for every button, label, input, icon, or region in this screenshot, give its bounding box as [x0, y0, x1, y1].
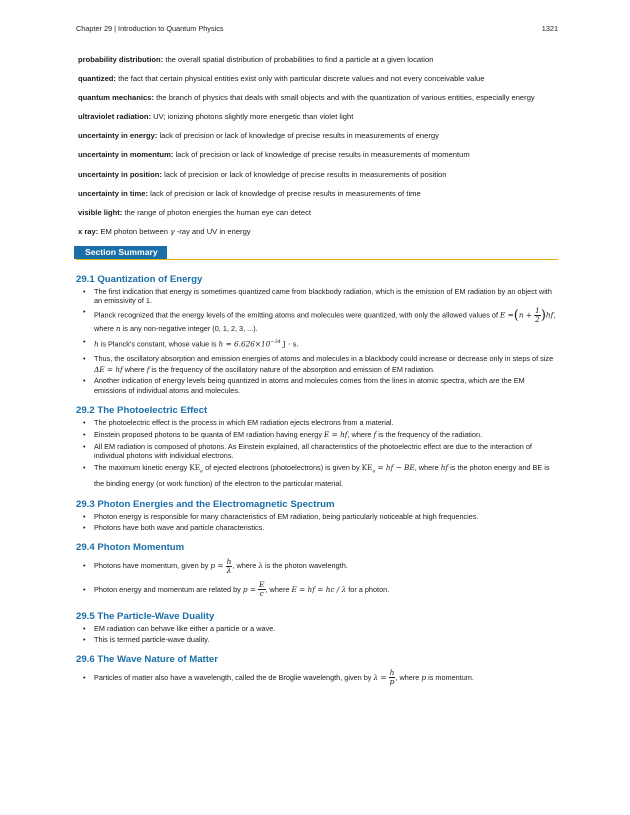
- fraction: [534, 307, 541, 324]
- text: , where: [347, 429, 372, 439]
- variable: n: [115, 324, 121, 334]
- glossary-entry: [76, 93, 558, 103]
- list-item: [94, 429, 558, 441]
- fraction-denominator: 2: [535, 315, 540, 325]
- fraction-denominator: c: [259, 589, 264, 599]
- list-item: • Photon energy is responsible for many characteristics of EM radiation, being particularly noticeable at high frequencies.: [94, 512, 558, 521]
- glossary-entry: [76, 170, 558, 180]
- list-item: [94, 335, 558, 351]
- glossary-entry: [76, 227, 558, 237]
- bullet-list: [76, 512, 558, 532]
- fraction-numerator: h: [389, 668, 395, 678]
- text: , where: [414, 462, 439, 472]
- list-item: [94, 555, 558, 577]
- equation: E =: [500, 310, 514, 320]
- unit: J · s.: [282, 339, 299, 349]
- fraction-numerator: E: [259, 580, 265, 590]
- subscript: e: [372, 468, 376, 475]
- list-item: • Another indication of energy levels being quantized in atoms and molecules comes from the lines in atomic spectra, which are the EM emissions of individual atoms and molecules.: [94, 376, 558, 395]
- equation: p =: [242, 584, 256, 594]
- section-title: 29.3 Photon Energies and the Electromagnetic Spectrum: [76, 499, 335, 511]
- text: is any non-negative integer (0, 1, 2, 3, ...).: [122, 324, 258, 334]
- glossary-term: probability distribution:: [78, 55, 164, 64]
- glossary-term: uncertainty in energy:: [78, 131, 158, 141]
- text: is the frequency of the oscillatory nature of the absorption and emission of EM radiation.: [151, 364, 435, 374]
- glossary: [76, 55, 558, 237]
- equation: E = hf: [324, 429, 348, 439]
- variable: f: [373, 429, 377, 439]
- equation: KE: [361, 462, 373, 472]
- list-item: • All EM radiation is composed of photons. As Einstein explained, all characteristics of the photoelectric effect are due to the interaction of individual photons with individual electrons.: [94, 442, 558, 461]
- variable: f: [146, 364, 150, 374]
- paren-open: (: [513, 307, 519, 323]
- list-item: [94, 353, 558, 375]
- text: is the photon energy and BE is the binding energy (or work function) of the electron to the particular material.: [94, 462, 550, 488]
- glossary-definition: the overall spatial distribution of probabilities to find a particle at a given location: [165, 55, 434, 64]
- section-summary-label: Section Summary: [74, 246, 167, 259]
- variable: p: [421, 672, 427, 682]
- glossary-entry: [76, 150, 558, 160]
- fraction: [258, 581, 265, 598]
- text: is the photon wavelength.: [265, 561, 348, 571]
- equation: p =: [210, 561, 224, 571]
- text: is the frequency of the radiation.: [378, 429, 483, 439]
- glossary-entry: [76, 112, 558, 122]
- section-title: 29.4 Photon Momentum: [76, 542, 185, 554]
- list-item: • The first indication that energy is sometimes quantized came from blackbody radiation, which is the emission of EM radiation by an object with an emissivity of 1.: [94, 287, 558, 306]
- glossary-term: uncertainty in time:: [78, 188, 149, 198]
- glossary-entry: [76, 131, 558, 141]
- fraction-numerator: h: [226, 556, 232, 566]
- glossary-definition: EM photon between: [100, 226, 168, 236]
- page-number: 1321: [541, 24, 558, 33]
- fraction-denominator: p: [389, 677, 395, 687]
- list-item: [94, 667, 558, 689]
- variable: h: [94, 339, 99, 349]
- list-item: • This is termed particle-wave duality.: [94, 635, 558, 644]
- text: , where: [94, 310, 556, 334]
- text: Einstein proposed photons to be quanta of EM radiation having energy: [94, 429, 322, 439]
- text: Particles of matter also have a wavelength, called the de Broglie wavelength, given by: [94, 672, 372, 682]
- equation: n +: [518, 310, 533, 320]
- glossary-definition: -ray and UV in energy: [176, 226, 251, 236]
- text: The maximum kinetic energy: [94, 462, 188, 472]
- text: , where: [232, 561, 257, 571]
- text: is momentum.: [428, 672, 474, 682]
- list-item: [94, 579, 558, 601]
- glossary-definition: lack of precision or lack of knowledge of precise results in measurements of momentum: [175, 150, 470, 160]
- bullet-list: [76, 624, 558, 644]
- glossary-term: visible light:: [78, 207, 123, 217]
- glossary-entry: [76, 74, 558, 84]
- equation: KE: [189, 462, 201, 472]
- list-item: [94, 462, 558, 489]
- text: for a photon.: [348, 584, 390, 594]
- variable: hf: [440, 462, 449, 472]
- glossary-term: x ray:: [78, 226, 99, 236]
- glossary-entry: [76, 189, 558, 199]
- text: of ejected electrons (photoelectrons) is given by: [205, 462, 360, 472]
- glossary-definition: lack of precision or lack of knowledge of precise results in measurements of time: [150, 188, 421, 198]
- text: Thus, the oscillatory absorption and emission energies of atoms and molecules in a blackbody could increase or decrease only in steps of size: [94, 353, 554, 363]
- glossary-definition: the range of photon energies the human eye can detect: [124, 207, 312, 217]
- fraction-numerator: 1: [535, 306, 540, 316]
- text: is Planck's constant, whose value is: [100, 339, 217, 349]
- glossary-definition: UV; ionizing photons slightly more energetic than violet light: [153, 112, 354, 122]
- list-item: • The photoelectric effect is the process in which EM radiation ejects electrons from a material.: [94, 418, 558, 427]
- equation: E = hf = hc / λ: [291, 584, 347, 594]
- list-item: [94, 307, 558, 333]
- section-summary-bar: [76, 246, 558, 260]
- bullet-list: [76, 287, 558, 395]
- list-item: • Photons have both wave and particle characteristics.: [94, 523, 558, 532]
- glossary-term: quantized:: [78, 74, 116, 84]
- text: where: [124, 364, 145, 374]
- list-item: • EM radiation can behave like either a particle or a wave.: [94, 624, 558, 633]
- equation: ΔE = hf: [94, 364, 123, 374]
- glossary-definition: lack of precision or lack of knowledge of precise results in measurements of energy: [159, 131, 439, 141]
- text: Photon energy and momentum are related by: [94, 584, 241, 594]
- glossary-definition: the fact that certain physical entities exist only with particular discrete values and not every conceivable value: [118, 74, 485, 84]
- paren-close: ): [540, 307, 546, 323]
- glossary-term: uncertainty in position:: [78, 169, 162, 179]
- equation: hf: [545, 310, 554, 320]
- equation: = hf − BE: [377, 462, 415, 472]
- bullet-list: [76, 418, 558, 489]
- variable: λ: [258, 561, 263, 571]
- section-title: 29.1 Quantization of Energy: [76, 273, 203, 285]
- glossary-definition: lack of precision or lack of knowledge of precise results in measurements of position: [164, 169, 447, 179]
- text: Planck recognized that the energy levels of the emitting atoms and molecules were quantized, with only the allowed values of: [94, 310, 498, 320]
- section-title: 29.6 The Wave Nature of Matter: [76, 653, 218, 665]
- bullet-list: [76, 555, 558, 601]
- section-title: 29.2 The Photoelectric Effect: [76, 404, 208, 416]
- text: , where: [265, 584, 290, 594]
- gamma-symbol: γ: [170, 226, 175, 236]
- running-header-chapter: Chapter 29 | Introduction to Quantum Physics: [76, 24, 224, 33]
- glossary-term: quantum mechanics:: [78, 93, 154, 103]
- page-content: [76, 55, 558, 690]
- glossary-term: uncertainty in momentum:: [78, 150, 174, 160]
- fraction-denominator: λ: [226, 565, 232, 575]
- glossary-entry: [76, 208, 558, 218]
- section-title: 29.5 The Particle-Wave Duality: [76, 610, 215, 622]
- exponent: −34: [270, 338, 281, 345]
- equation: λ =: [373, 672, 387, 682]
- bullet-list: [76, 667, 558, 689]
- text: , where: [395, 672, 420, 682]
- glossary-term: ultraviolet radiation:: [78, 112, 151, 122]
- glossary-definition: the branch of physics that deals with small objects and with the quantization of various entities, especially energy: [156, 93, 535, 103]
- text: Photons have momentum, given by: [94, 561, 209, 571]
- equation: h = 6.626×10: [218, 339, 271, 349]
- glossary-entry: [76, 55, 558, 65]
- subscript: e: [200, 468, 204, 475]
